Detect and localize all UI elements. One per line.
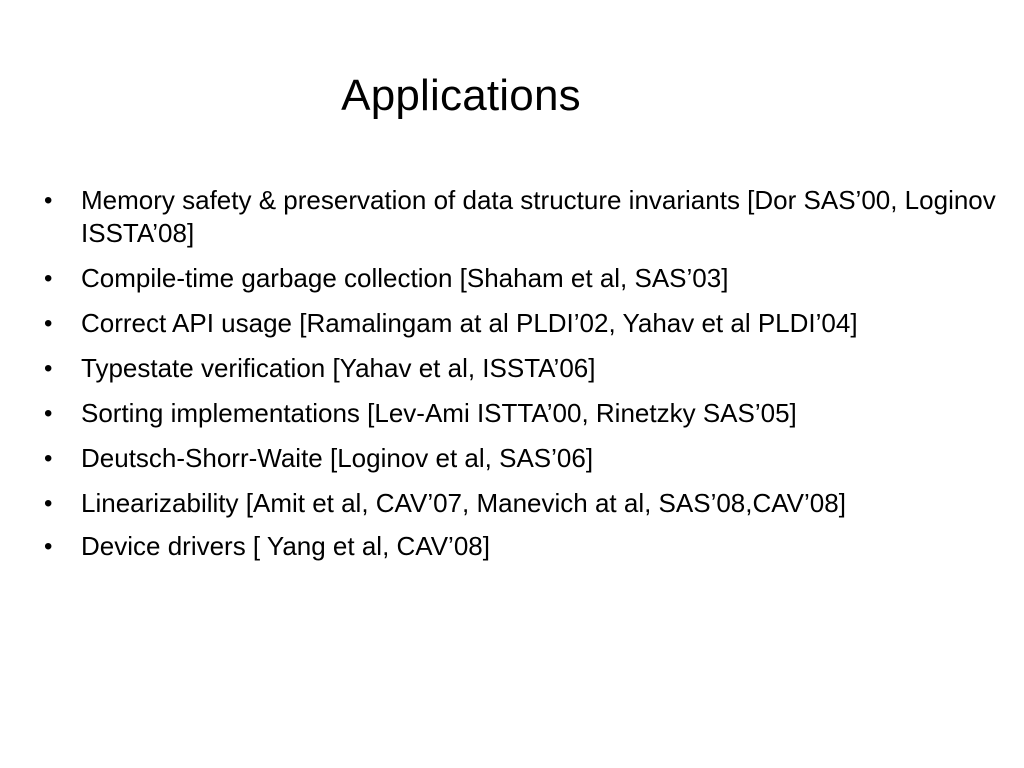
bullet-item-typestate: [44, 352, 1004, 385]
bullet-text: Deutsch-Shorr-Waite [Loginov et al, SAS’06]: [81, 443, 594, 473]
bullet-item-garbage-collection: [44, 262, 1004, 295]
bullet-icon: •: [44, 355, 53, 382]
bullet-text: Typestate verification [Yahav et al, ISSTA’06]: [81, 353, 596, 383]
bullet-list: [44, 184, 1004, 575]
bullet-text: Correct API usage [Ramalingam at al PLDI’02, Yahav et al PLDI’04]: [81, 308, 858, 338]
bullet-text: Device drivers [ Yang et al, CAV’08]: [81, 531, 490, 561]
bullet-item-sorting: [44, 397, 1004, 430]
bullet-text: Compile-time garbage collection [Shaham et al, SAS’03]: [81, 263, 729, 293]
bullet-item-memory-safety: [44, 184, 1004, 250]
bullet-text: Sorting implementations [Lev-Ami ISTTA’00, Rinetzky SAS’05]: [81, 398, 797, 428]
bullet-icon: •: [44, 265, 53, 292]
bullet-item-api-usage: [44, 307, 1004, 340]
bullet-icon: •: [44, 533, 53, 560]
bullet-icon: •: [44, 400, 53, 427]
bullet-icon: •: [44, 310, 53, 337]
bullet-text: Memory safety & preservation of data structure invariants [Dor SAS’00, Loginov ISSTA’08]: [81, 185, 996, 248]
bullet-item-deutsch-shorr-waite: [44, 442, 1004, 475]
bullet-icon: •: [44, 187, 53, 214]
bullet-icon: •: [44, 445, 53, 472]
bullet-text: Linearizability [Amit et al, CAV’07, Manevich at al, SAS’08,CAV’08]: [81, 488, 846, 518]
slide-title: Applications: [341, 71, 581, 120]
bullet-item-device-drivers: [44, 530, 1004, 563]
bullet-icon: •: [44, 490, 53, 517]
bullet-item-linearizability: [44, 487, 1004, 520]
